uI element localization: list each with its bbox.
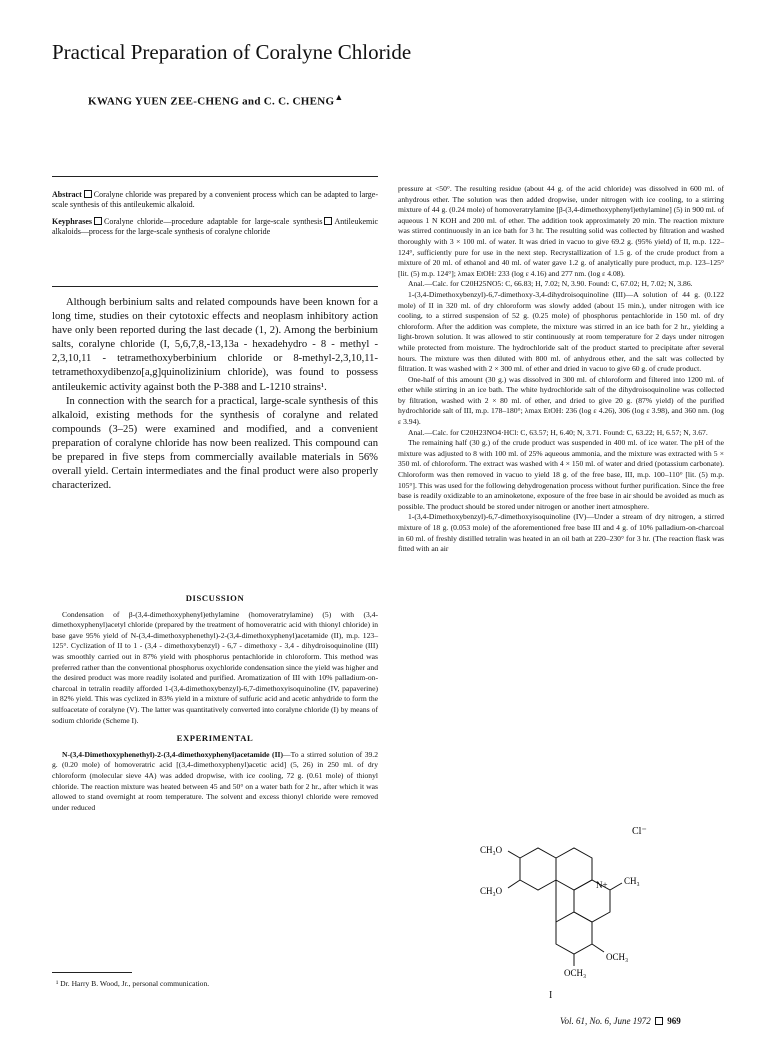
label-och3-2: OCH₃ — [564, 968, 587, 978]
keyphrases — [52, 217, 378, 238]
box-icon — [94, 217, 102, 225]
compound-iv-paragraph: 1-(3,4-Dimethoxybenzyl)-6,7-dimethoxyisoquinoline (IV)—Under a stream of dry nitrogen, a stirred mixture of 18 g. (0.053 mole) of the aforementioned free base III and 4 g. of 10% palladium-on-charcoal in 60 ml. of freshly distilled tetralin was heated in an oil bath at 220–230° for 3 hr. (The reaction flask was fitted with an air — [398, 512, 724, 554]
label-ome-bottom: CH₃O — [480, 886, 503, 896]
right-paragraph-6: The remaining half (30 g.) of the crude product was suspended in 400 ml. of ice water. The pH of the mixture was adjusted to 8 with 100 ml. of 25% aqueous ammonia, and the mixture was extracted with 5 × 350 ml. of chloroform. The extract was washed with 4 × 150 ml. of water and dried (potassium carbonate). Chloroform was then removed in vacuo to yield 18 g. of the free base, III, m.p. 100–110° [lit. (5) m.p. 105°]. This was used for the following dehydrogenation process without further purification. Since the free base is readily oxidizable to an aminoketone, exposure of the free base in air should be avoided as much as possible. The product should be stored under nitrogen or another inert atmosphere. — [398, 438, 724, 511]
discussion-experimental — [52, 586, 378, 813]
label-n: N+ — [596, 880, 608, 890]
keyphrases-label: Keyphrases — [52, 216, 92, 226]
keyphrase-1: Coralyne chloride—procedure adaptable for large-scale synthesis — [104, 216, 323, 226]
intro-paragraph-2: In connection with the search for a practical, large-scale synthesis of this alkaloid, existing methods for the synthesis of coralyne and related compounds (3–25) were examined and modified, and a convenient preparation of coralyne chloride has now been realized. This compound can be prepared in five steps from commercially available materials in 56% overall yield. Certain intermediates and the final product were also properly characterized. — [52, 395, 378, 492]
discussion-text: Condensation of β-(3,4-dimethoxyphenyl)ethylamine (homoveratrylamine) (5) with (3,4-dimethoxyphenyl)acetyl chloride (prepared by the treatment of homoveratric acid with thionyl chloride) in base gave 95% yield of N-(3,4-dimethoxyphenethyl)-2-(3,4-dimethoxyphenyl)acetamide (II), m.p. 123–125°. Cyclization of II to 1 - (3,4 - dimethoxybenzyl) - 6,7 - dimethoxy - 3,4 - dihydroisoquinoline (III) was smoothly carried out in 87% yield with phosphorus pentachloride in chloroform. This method was preferred rather than the conventional phosphorus oxychloride condensation since the yield was higher and the desired product was more readily isolated and purified. Aromatization of III with 10% palladium-on-charcoal in tetralin readily afforded 1-(3,4-dimethoxybenzyl)-6,7-dimethoxyisoquinoline (IV, papaverine) in 82% yield. This was cyclized in 83% yield in a mixture of sulfuric acid and acetic anhydride to form the sulfoacetate of coralyne (V). The latter was quantitatively converted into coralyne chloride (I) by means of sodium chloride (Scheme I). — [52, 609, 378, 725]
abstract-block — [52, 190, 378, 244]
discussion-heading: DISCUSSION — [185, 593, 245, 603]
abstract-text: Coralyne chloride was prepared by a convenient process which can be adapted to large-scale synthesis of this antileukemic alkaloid. — [52, 190, 378, 210]
journal-info: Vol. 61, No. 6, June 1972 — [560, 1016, 651, 1026]
box-icon — [655, 1017, 663, 1025]
page-info — [560, 1016, 681, 1026]
analysis-iii: Anal.—Calc. for C20H23NO4·HCl: C, 63.57; H, 6.40; N, 3.71. Found: C, 63.22; H, 6.57; N, 3.67. — [408, 427, 708, 437]
footnote: ¹ Dr. Harry B. Wood, Jr., personal communication. — [56, 979, 210, 988]
introduction — [52, 296, 378, 493]
analysis-ii: Anal.—Calc. for C20H25NO5: C, 66.83; H, 7.02; N, 3.90. Found: C, 67.02; H, 7.02; N, 3.86. — [408, 279, 693, 289]
coralyne-structure — [480, 818, 660, 988]
experimental-paragraph — [52, 750, 378, 814]
authors — [88, 92, 344, 108]
footnote-rule — [52, 972, 132, 973]
abstract — [52, 190, 378, 211]
label-cl: Cl⁻ — [632, 826, 647, 837]
structure-caption: I — [549, 990, 553, 1001]
box-icon — [324, 217, 332, 225]
compound-ii-title: N-(3,4-Dimethoxyphenethyl)-2-(3,4-dimethoxyphenyl)acetamide (II) — [62, 749, 284, 759]
abstract-label: Abstract — [52, 190, 82, 199]
intro-paragraph-1: Although berbinium salts and related compounds have been known for a long time, studies on their cytotoxic effects and neoplasm inhibitory action have only been reported during the last decade (1, 2). Among the berbinium salts, coralyne chloride (I, 5,6,7,8,-13,13a - hexadehydro - 8 - methyl - 2,3,10,11 - tetramethoxyberbinium chloride or 8-methyl-2,3,10,11-tetramethoxydibenzo[a,g]quinolizinium chloride), was found to possess antileukemic activity against both the P-388 and L-1210 strains¹. — [52, 297, 378, 393]
ring-b — [556, 848, 592, 890]
keyphrase-2: Antileukemic alkaloids—process for the large-scale synthesis of coralyne chloride — [52, 216, 378, 237]
abstract-rule-top — [52, 176, 378, 177]
right-paragraph-1: pressure at <50°. The resulting residue (about 44 g. of the acid chloride) was dissolved in 600 ml. of anhydrous ether. The solution was then added dropwise, under nitrogen with ice cooling, to a stirring mixture of 44 g. (0.24 mole) of homoveratrylamine [β-(3,4-dimethoxyphenyl)ethylamine] (5) in 900 ml. of aqueous 1 N KOH and 200 ml. of ether. The addition took approximately 20 min. The reaction mixture was stirred continuously in an ice bath for 3 hr. The resulting solid was collected by filtration and washed thoroughly with 3 × 100 ml. of water. It was dried in vacuo to give 69.2 g. (95% yield) of II, m.p. 122–124°, sufficiently pure for use in the next step. Recrystallization of 1.5 g. of the crude product from a mixture of 20 ml. of ethanol and 40 ml. of water gave 1.2 g. of analytically pure product, m.p. 123–125° [lit. (5) m.p. 124°]; λmax EtOH: 233 (log ε 4.16) and 277 nm. (log ε 4.08). — [398, 184, 724, 278]
ring-d — [556, 912, 592, 954]
ring-a — [520, 848, 556, 890]
paper-title: Practical Preparation of Coralyne Chloride — [52, 40, 412, 64]
page-number: 969 — [667, 1016, 681, 1026]
right-column — [398, 184, 724, 555]
label-ome-top: CH₃O — [480, 845, 503, 855]
abstract-rule-bottom — [52, 286, 378, 287]
label-och3-1: OCH₃ — [606, 952, 629, 962]
box-icon — [84, 190, 92, 198]
compound-ii-text: —To a stirred solution of 39.2 g. (0.20 mole) of homoveratric acid [(3,4-dimethoxyphenyl)acetic acid] (5, 26) in 250 ml. of dry chloroform (molecular sieve 4A) was added dropwise, with ice cooling, 72 g. (0.61 mole) of thionyl chloride. The reaction mixture was heated between 45 and 50° on a water bath for 2 hr., after which it was allowed to stand overnight at room temperature. The solvent and excess thionyl chloride were removed under reduced — [52, 749, 378, 812]
right-paragraph-4: One-half of this amount (30 g.) was dissolved in 300 ml. of chloroform and filtered into 1200 ml. of ether while stirring in an ice bath. The white hydrochloride salt of the dihydroisoquinoline was collected by filtration, washed with 2 × 80 ml. of ether, and dried to give 20 g. (87% yield) of the purified hydrochloride salt of III, m.p. 178–180°; λmax EtOH: 236 (log ε 4.26), 306 (log ε 3.98), and 360 nm. (log ε 3.94). — [398, 374, 724, 427]
label-ch3: CH₃ — [624, 876, 640, 886]
author-names: KWANG YUEN ZEE-CHENG and C. C. CHENG — [88, 95, 335, 108]
experimental-heading: EXPERIMENTAL — [176, 733, 254, 744]
compound-iii-paragraph: 1-(3,4-Dimethoxybenzyl)-6,7-dimethoxy-3,4-dihydroisoquinoline (III)—A solution of 44 g. (0.122 mole) of II in 320 ml. of dry chloroform was slowly added (about 15 min.), under nitrogen with ice cooling, to a stirred suspension of 52 g. (0.25 mole) of phosphorus pentachloride in 150 ml. of dry chloroform. After the addition was complete, the mixture was stirred in an ice bath for 2 hr., yielding a light-brown solution. It was allowed to stir continuously at room temperature for 2 days under nitrogen while protected from moisture. The hydrochloride salt of the product started to precipitate after several hours. The mixture was then diluted with 800 ml. of anhydrous ether, and the salt was collected by filtration. It was washed with 2 × 300 ml. of ether and dried in vacuo to give 60 g. of crude product. — [398, 289, 724, 374]
author-mark: ▲ — [334, 92, 344, 102]
